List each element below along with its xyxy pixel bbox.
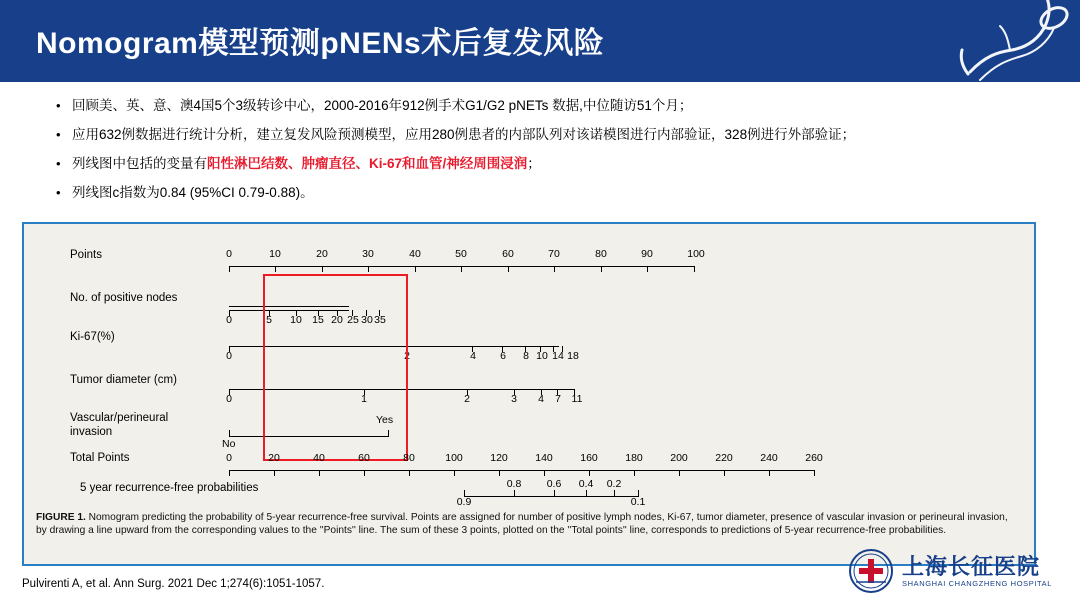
axis-vascular-invasion — [229, 436, 389, 437]
tick-label: 1 — [361, 393, 367, 405]
tick — [769, 470, 770, 476]
tick-label: 6 — [500, 350, 506, 362]
tick-label: 3 — [511, 393, 517, 405]
tick-label: 50 — [455, 248, 467, 260]
hospital-name-en: SHANGHAI CHANGZHENG HOSPITAL — [902, 578, 1053, 588]
tick — [634, 470, 635, 476]
tick — [554, 490, 555, 496]
tick — [229, 470, 230, 476]
tick-label: 80 — [403, 452, 415, 464]
figure-caption-label: FIGURE 1. — [36, 512, 86, 523]
tick-label: 35 — [374, 314, 386, 326]
tick-label: 70 — [548, 248, 560, 260]
bullet-text: 列线图中包括的变量有阳性淋巴结数、肿瘤直径、Ki-67和血管/神经周围浸润； — [72, 156, 541, 171]
tick — [319, 470, 320, 476]
tick-label: 120 — [490, 452, 508, 464]
bullet-text: 回顾美、英、意、澳4国5个3级转诊中心，2000-2016年912例手术G1/G2 pNETs 数据,中位随访51个月； — [72, 98, 693, 113]
hospital-name-cn: 上海长征医院 — [902, 553, 1041, 579]
highlight-box — [263, 274, 408, 461]
tick-label: 160 — [580, 452, 598, 464]
tick-label: 7 — [555, 393, 561, 405]
tick-label: 5 — [266, 314, 272, 326]
tick-label: 30 — [362, 248, 374, 260]
tick — [388, 430, 389, 436]
axis-ki67 — [229, 346, 559, 347]
bullet-highlight: 阳性淋巴结数、肿瘤直径、Ki-67和血管/神经周围浸润 — [207, 156, 528, 171]
page-title: Nomogram模型预测pNENs术后复发风险 — [36, 27, 605, 60]
tick — [275, 266, 276, 272]
tick-label: 2 — [464, 393, 470, 405]
tick — [415, 266, 416, 272]
hospital-logo — [848, 542, 1058, 600]
bullet-list — [56, 96, 1056, 212]
axis-positive-nodes — [229, 306, 349, 307]
tick — [364, 470, 365, 476]
tick-label: 40 — [409, 248, 421, 260]
tick — [814, 470, 815, 476]
figure-caption-text: Nomogram predicting the probability of 5-year recurrence-free survival. Points are assigned for number of positive lymph nodes, Ki-67, tumor diameter, presence of vascular invasion or perineural invasion, by drawing a line upward from the corresponding values to the ''Points'' line. The sum of these 3 points, plotted on the ''Total points'' line, corresponds to predictions of 5-year recurrence-free probabilities. — [36, 512, 1008, 536]
tick — [514, 490, 515, 496]
tick-label: 25 — [347, 314, 359, 326]
tick-label: 0 — [226, 452, 232, 464]
tick — [614, 490, 615, 496]
tick-label: 20 — [331, 314, 343, 326]
figure-panel — [22, 222, 1036, 566]
tick-label: 0.8 — [506, 478, 522, 490]
tick-label: 0.2 — [606, 478, 622, 490]
tick — [601, 266, 602, 272]
row-label-vascular-invasion: Vascular/perineural — [70, 412, 169, 424]
tick — [454, 470, 455, 476]
tick-label: 60 — [358, 452, 370, 464]
nomogram-chart — [24, 224, 1038, 508]
tick-label: 0 — [226, 248, 232, 260]
slide-header — [0, 0, 1080, 82]
row-label-ki67: Ki-67(%) — [70, 331, 115, 343]
row-label-tumor-diameter: Tumor diameter (cm) — [70, 374, 177, 386]
tick-label: 0 — [226, 350, 232, 362]
bullet-marker: • — [56, 156, 61, 171]
tick — [229, 266, 230, 272]
row-label-vascular-invasion-2: invasion — [70, 426, 113, 438]
tick-label: 20 — [268, 452, 280, 464]
bullet-text: 应用632例数据进行统计分析，建立复发风险预测模型，应用280例患者的内部队列对该诺模图进行内部验证，328例进行外部验证； — [72, 127, 856, 142]
tick — [694, 266, 695, 272]
tick — [544, 470, 545, 476]
tick-label: 20 — [316, 248, 328, 260]
tick — [724, 470, 725, 476]
tick-label: 60 — [502, 248, 514, 260]
tick — [508, 266, 509, 272]
tick-label: 0.6 — [546, 478, 562, 490]
tick-label: 10 — [290, 314, 302, 326]
tick — [229, 430, 230, 436]
tick-label: 15 — [312, 314, 324, 326]
tick-label: 18 — [567, 350, 579, 362]
axis-positive-nodes-2 — [229, 310, 349, 311]
tick-label-yes: Yes — [376, 414, 394, 426]
tick-label: 200 — [670, 452, 688, 464]
tick — [409, 470, 410, 476]
reference-citation: Pulvirenti A, et al. Ann Surg. 2021 Dec 1;274(6):1051-1057. — [22, 578, 325, 590]
tick-label: 10 — [269, 248, 281, 260]
axis-tumor-diameter — [229, 389, 574, 390]
axis-total-points — [229, 470, 814, 471]
row-label-points: Points — [70, 249, 102, 261]
row-label-recurrence-free: 5 year recurrence-free probabilities — [80, 482, 259, 494]
tick — [322, 266, 323, 272]
tick-label: 30 — [361, 314, 373, 326]
tick-label: 0.4 — [578, 478, 594, 490]
tick — [274, 470, 275, 476]
tick — [554, 266, 555, 272]
bullet-marker: • — [56, 185, 61, 200]
tick — [589, 470, 590, 476]
tick — [499, 470, 500, 476]
tick — [461, 266, 462, 272]
list-item — [56, 183, 1056, 203]
tick-label: 14 — [552, 350, 564, 362]
tick-label: 40 — [313, 452, 325, 464]
bullet-marker: • — [56, 98, 61, 113]
tick-label: 0.9 — [456, 496, 472, 508]
axis-recurrence-free — [464, 496, 639, 497]
tick-label: 10 — [536, 350, 548, 362]
tick-label: 260 — [805, 452, 823, 464]
tick — [586, 490, 587, 496]
tick-label: 80 — [595, 248, 607, 260]
list-item — [56, 125, 1056, 145]
tick-label: 100 — [687, 248, 705, 260]
tick-label: 220 — [715, 452, 733, 464]
tick-label: 240 — [760, 452, 778, 464]
tick-label: 4 — [538, 393, 544, 405]
hospital-emblem-icon — [848, 548, 894, 594]
tick — [647, 266, 648, 272]
tick-label: 2 — [404, 350, 410, 362]
pancreas-outline-icon — [950, 0, 1070, 82]
tick — [368, 266, 369, 272]
tick-label: 100 — [445, 452, 463, 464]
list-item — [56, 96, 1056, 116]
bullet-text: 列线图c指数为0.84 (95%CI 0.79-0.88)。 — [72, 185, 314, 200]
tick — [679, 470, 680, 476]
tick-label: 8 — [523, 350, 529, 362]
row-label-total-points: Total Points — [70, 452, 130, 464]
bullet-marker: • — [56, 127, 61, 142]
tick-label: 0 — [226, 393, 232, 405]
tick-label: 140 — [535, 452, 553, 464]
hospital-name-block — [902, 555, 1052, 588]
tick-label: 0 — [226, 314, 232, 326]
row-label-positive-nodes: No. of positive nodes — [70, 292, 178, 304]
tick-label-no: No — [222, 438, 236, 450]
tick-label: 0.1 — [630, 496, 646, 508]
tick-label: 4 — [470, 350, 476, 362]
tick-label: 11 — [571, 393, 583, 405]
list-item — [56, 154, 1056, 174]
tick-label: 180 — [625, 452, 643, 464]
tick-label: 90 — [641, 248, 653, 260]
figure-caption — [36, 512, 1016, 537]
